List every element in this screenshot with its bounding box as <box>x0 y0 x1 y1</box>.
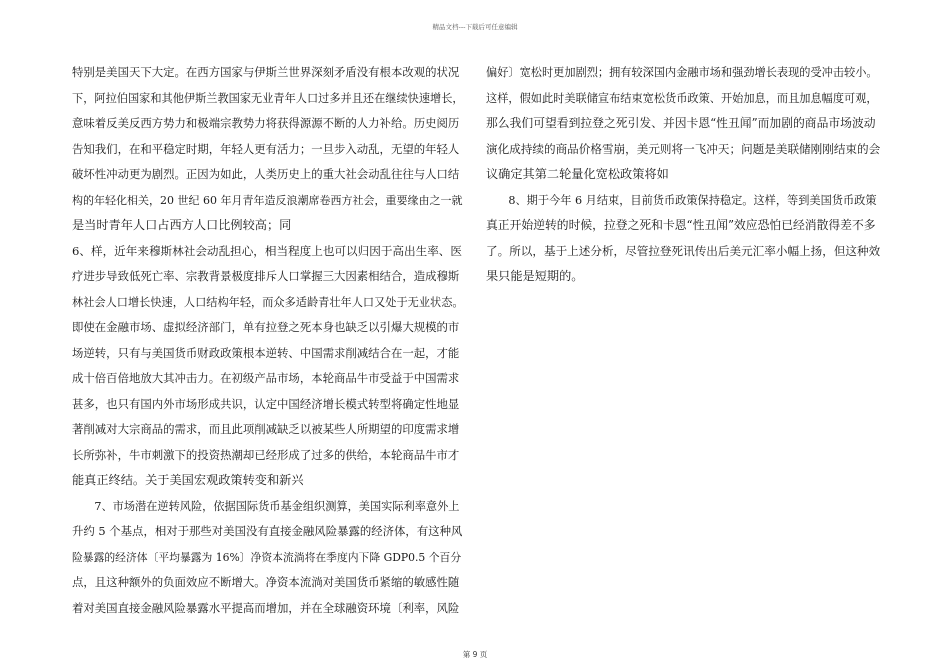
page-header: 精品文档---下载后可任意编辑 <box>432 23 518 31</box>
text-line: 真正开始逆转的时候，拉登之死和卡恩“性丑闻”效应恐怕已经消散得差不多 <box>486 218 876 232</box>
text-line: 偏好〕宽松时更加剧烈；拥有较深国内金融市场和强劲增长表现的受冲击较小。 <box>486 66 878 79</box>
text-line: 6、样，近年来穆斯林社会动乱担心，相当程度上也可以归因于高出生率、医 <box>72 243 462 258</box>
text-line: 险暴露的经济体〔平均暴露为 16%〕净资本流淌将在季度内下降 GDP0.5 个百分 <box>72 550 462 564</box>
text-line: 是当时青年人口占西方人口比例较高；同 <box>72 218 292 232</box>
text-line: 果只能是短期的。 <box>486 269 584 283</box>
text-line: 点，且这种额外的负面效应不断增大。净资本流淌对美国货币紧缩的敏感性随 <box>72 575 460 589</box>
right-text-column <box>486 60 880 290</box>
page-number: 第 9 页 <box>462 650 488 659</box>
text-line: 下，阿拉伯国家和其他伊斯兰教国家无业青年人口过多并且还在继续快速增长， <box>72 91 464 105</box>
text-line: 演化成持续的商品价格雪崩，美元则将一飞冲天；问题是美联储刚刚结束的会 <box>486 141 880 156</box>
text-line: 林社会人口增长快速，人口结构年轻，而众多适龄青壮年人口又处于无业状态。 <box>72 295 464 309</box>
text-line: 即使在金融市场、虚拟经济部门，单有拉登之死本身也缺乏以引爆大规模的市 <box>72 320 460 334</box>
text-line: 著削减对大宗商品的需求，而且此项削减缺乏以被某些人所期望的印度需求增 <box>72 422 460 436</box>
text-line: 告知我们，在和平稳定时期，年轻人更有活力；一旦步入动乱，无望的年轻人 <box>72 141 460 156</box>
text-line: 那么我们可望看到拉登之死引发、并因卡恩“性丑闻”而加剧的商品市场波动 <box>486 116 876 130</box>
text-line: 长所弥补，牛市刺激下的投资热潮却已经形成了过多的供给，本轮商品牛市才 <box>72 447 460 462</box>
text-line: 7、市场潜在逆转风险，依据国际货币基金组织测算，美国实际利率意外上 <box>72 499 460 513</box>
text-line: 这样，假如此时美联储宣布结束宽松货币政策、开始加息，而且加息幅度可观， <box>486 91 878 105</box>
text-line: 意味着反美反西方势力和极端宗教势力将获得源源不断的人力补给。历史阅历 <box>72 116 460 130</box>
text-line: 场逆转，只有与美国货币财政政策根本逆转、中国需求削减结合在一起，才能 <box>72 345 460 360</box>
text-line: 甚多，也只有国内外市场形成共识，认定中国经济增长模式转型将确定性地显 <box>72 396 460 411</box>
text-line: 破坏性冲动更为剧烈。正因为如此，人类历史上的重大社会动乱往往与人口结 <box>72 167 460 181</box>
text-line: 升约 5 个基点，相对于那些对美国没有直接金融风险暴露的经济体，有这种风 <box>72 524 463 538</box>
text-line: 8、期于今年 6 月结束，目前货币政策保持稳定。这样，等到美国货币政策 <box>486 193 877 207</box>
text-line: 了。所以，基于上述分析，尽管拉登死讯传出后美元汇率小幅上扬，但这种效 <box>486 243 880 258</box>
text-line: 着对美国直接金融风险暴露水平提高而增加，并在全球融资环境〔利率，风险 <box>72 600 460 615</box>
text-line: 构的年轻化相关，20 世纪 60 年月青年造反浪潮席卷西方社会，重要缘由之一就 <box>72 193 463 207</box>
text-line: 能真正终结。关于美国宏观政策转变和新兴 <box>72 473 304 487</box>
text-line: 疗进步导致低死亡率、宗教背景极度排斥人口掌握三大因素相结合，造成穆斯 <box>72 269 460 283</box>
text-line: 议确定其第二轮量化宽松政策将如 <box>486 167 669 181</box>
left-text-column <box>72 60 464 621</box>
text-line: 特别是美国天下大定。在西方国家与伊斯兰世界深刻矛盾没有根本改观的状况 <box>72 65 460 79</box>
text-line: 成十倍百倍地放大其冲击力。在初级产品市场，本轮商品牛市受益于中国需求 <box>72 371 460 385</box>
